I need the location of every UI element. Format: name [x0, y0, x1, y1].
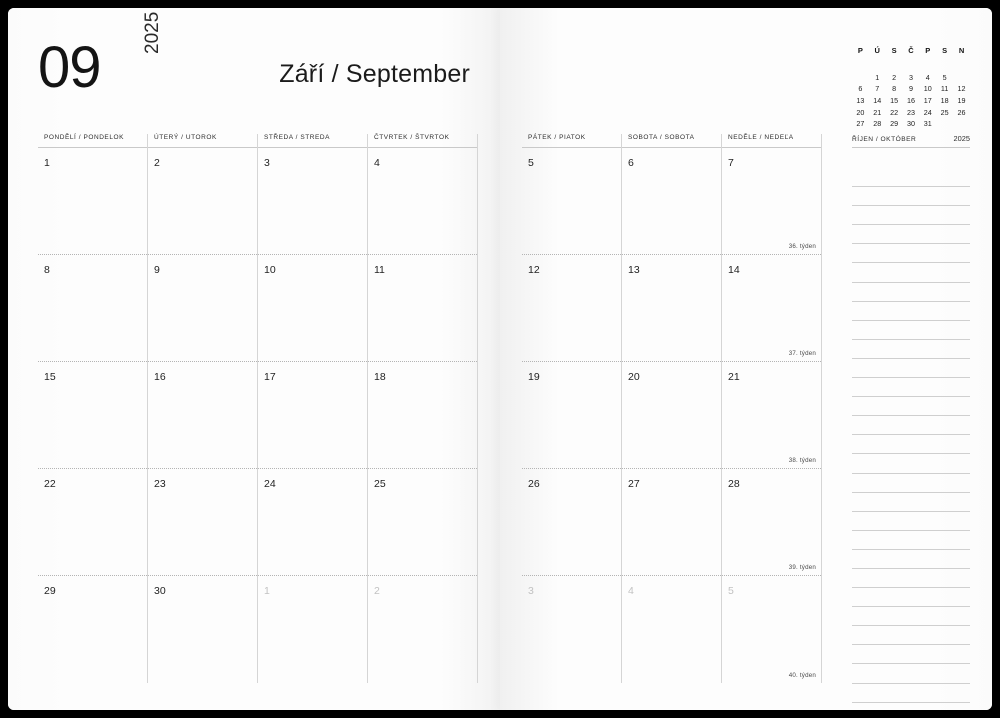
month-name: Září / September	[279, 60, 470, 88]
note-line[interactable]	[852, 168, 970, 187]
note-line[interactable]	[852, 340, 970, 359]
note-line[interactable]	[852, 493, 970, 512]
left-day-grid	[38, 134, 478, 683]
day-number: 25	[374, 478, 386, 490]
day-number: 4	[374, 157, 380, 169]
day-cell[interactable]	[38, 576, 147, 683]
day-number: 10	[264, 264, 276, 276]
notes-lines[interactable]	[852, 168, 970, 703]
mini-calendar-day: 19	[957, 96, 966, 106]
day-column	[258, 134, 368, 683]
day-cells	[368, 148, 477, 683]
day-number: 17	[264, 371, 276, 383]
mini-calendar-week-row	[852, 83, 970, 95]
day-cell[interactable]	[622, 469, 721, 576]
mini-calendar-day: 9	[908, 84, 913, 94]
day-cell[interactable]	[38, 362, 147, 469]
day-cell[interactable]	[622, 362, 721, 469]
day-cell[interactable]	[368, 469, 477, 576]
day-number: 4	[628, 585, 634, 597]
day-number: 24	[264, 478, 276, 490]
mini-calendar-day: 27	[856, 119, 865, 129]
mini-calendar-week-row	[852, 95, 970, 107]
day-number: 2	[154, 157, 160, 169]
mini-calendar-day	[852, 72, 869, 84]
day-column-header: ČTVRTEK / ŠTVRTOK	[368, 134, 477, 148]
mini-calendar-weekday: P	[925, 46, 931, 55]
week-number: 38. týden	[788, 457, 816, 464]
mini-calendar-header-row	[852, 46, 970, 60]
mini-calendar-day: 24	[923, 107, 932, 117]
mini-calendar-day: 29	[890, 119, 899, 129]
day-number: 26	[528, 478, 540, 490]
note-line[interactable]	[852, 283, 970, 302]
day-cell[interactable]	[722, 255, 821, 362]
mini-calendar-day: 23	[906, 107, 915, 117]
day-cells	[148, 148, 257, 683]
mini-calendar-day: 16	[906, 96, 915, 106]
day-number: 11	[374, 264, 385, 276]
day-number: 1	[264, 585, 270, 597]
day-column-header: ÚTERÝ / UTOROK	[148, 134, 257, 148]
week-number: 36. týden	[788, 243, 816, 250]
mini-calendar-day	[886, 60, 903, 72]
right-day-grid	[522, 134, 822, 683]
mini-calendar-week-row	[852, 118, 970, 130]
note-line[interactable]	[852, 244, 970, 263]
day-column-header: SOBOTA / SOBOTA	[622, 134, 721, 148]
day-cells	[258, 148, 367, 683]
mini-calendar-day	[903, 60, 920, 72]
mini-calendar-day	[953, 118, 970, 130]
mini-calendar-day: 31	[923, 119, 932, 129]
note-line[interactable]	[852, 512, 970, 531]
note-line[interactable]	[852, 569, 970, 588]
day-column-header: STŘEDA / STREDA	[258, 134, 367, 148]
day-cells	[522, 148, 621, 683]
day-cell[interactable]	[522, 576, 621, 683]
mini-calendar-body	[852, 60, 970, 130]
day-number: 1	[44, 157, 50, 169]
day-number: 14	[728, 264, 740, 276]
note-line[interactable]	[852, 263, 970, 282]
note-line[interactable]	[852, 454, 970, 473]
mini-calendar-day: 14	[873, 96, 882, 106]
mini-calendar-weekday: Ú	[874, 46, 880, 55]
day-cell[interactable]	[722, 576, 821, 683]
day-number: 20	[628, 371, 640, 383]
day-column	[368, 134, 478, 683]
day-cell[interactable]	[522, 469, 621, 576]
day-cells	[38, 148, 147, 683]
mini-calendar-week-row	[852, 60, 970, 72]
notes-panel	[852, 134, 970, 703]
note-line[interactable]	[852, 225, 970, 244]
mini-calendar-weekday: N	[958, 46, 965, 55]
mini-calendar-day: 25	[940, 107, 949, 117]
mini-calendar-day: 15	[890, 96, 899, 106]
day-cell[interactable]	[368, 255, 477, 362]
day-cell[interactable]	[368, 148, 477, 255]
day-cell[interactable]	[38, 469, 147, 576]
note-line[interactable]	[852, 626, 970, 645]
note-line[interactable]	[852, 684, 970, 703]
left-page	[8, 8, 500, 710]
mini-calendar-day: 10	[923, 84, 932, 94]
week-number: 39. týden	[788, 564, 816, 571]
mini-calendar-day: 7	[875, 84, 880, 94]
note-line[interactable]	[852, 359, 970, 378]
note-line[interactable]	[852, 378, 970, 397]
mini-calendar-day	[869, 60, 886, 72]
day-number: 8	[44, 264, 50, 276]
mini-calendar-day	[919, 60, 936, 72]
day-number: 12	[528, 264, 540, 276]
day-cell[interactable]	[522, 255, 621, 362]
day-number: 21	[728, 371, 740, 383]
mini-calendar-week-row	[852, 72, 970, 84]
mini-calendar-day: 12	[957, 84, 966, 94]
note-line[interactable]	[852, 607, 970, 626]
day-number: 3	[264, 157, 270, 169]
day-cell[interactable]	[722, 362, 821, 469]
day-column-header: NEDĚLE / NEDEĽA	[722, 134, 821, 148]
mini-calendar-day: 1	[875, 72, 880, 82]
mini-calendar-day: 5	[942, 72, 947, 82]
note-line[interactable]	[852, 187, 970, 206]
day-column	[148, 134, 258, 683]
mini-calendar-day: 26	[957, 107, 966, 117]
note-line[interactable]	[852, 531, 970, 550]
mini-calendar-week-row	[852, 106, 970, 118]
mini-calendar-day: 4	[925, 72, 930, 82]
mini-calendar-weekday: Č	[908, 46, 914, 55]
day-cell[interactable]	[258, 469, 367, 576]
day-column	[522, 134, 622, 683]
day-cell[interactable]	[522, 362, 621, 469]
day-column	[722, 134, 822, 683]
day-column-header: PÁTEK / PIATOK	[522, 134, 621, 148]
note-line[interactable]	[852, 550, 970, 569]
day-number: 3	[528, 585, 534, 597]
day-number: 6	[628, 157, 634, 169]
mini-calendar-day	[953, 60, 970, 72]
day-number: 22	[44, 478, 56, 490]
day-cell[interactable]	[38, 148, 147, 255]
mini-calendar-weekday: P	[857, 46, 863, 55]
day-cell[interactable]	[258, 576, 367, 683]
day-cell[interactable]	[148, 469, 257, 576]
mini-calendar-day: 28	[873, 119, 882, 129]
notes-header	[852, 134, 970, 148]
mini-calendar-day: 17	[923, 96, 932, 106]
day-cell[interactable]	[368, 576, 477, 683]
notes-year: 2025	[953, 134, 970, 143]
month-number: 09	[38, 35, 101, 100]
day-cell[interactable]	[148, 148, 257, 255]
day-number: 2	[374, 585, 380, 597]
note-line[interactable]	[852, 645, 970, 664]
day-number: 28	[728, 478, 740, 490]
day-cell[interactable]	[722, 469, 821, 576]
day-cell[interactable]	[622, 255, 721, 362]
week-number: 37. týden	[788, 350, 816, 357]
day-number: 19	[528, 371, 540, 383]
note-line[interactable]	[852, 416, 970, 435]
day-cell[interactable]	[258, 255, 367, 362]
day-number: 29	[44, 585, 56, 597]
day-cells	[622, 148, 721, 683]
week-number: 40. týden	[788, 672, 816, 679]
mini-calendar-table	[852, 46, 970, 130]
day-cell[interactable]	[622, 148, 721, 255]
masthead	[38, 11, 470, 108]
note-line[interactable]	[852, 588, 970, 607]
note-line[interactable]	[852, 206, 970, 225]
day-number: 18	[374, 371, 386, 383]
notes-title: ŘÍJEN / OKTÓBER	[852, 136, 917, 143]
mini-calendar-day	[936, 60, 953, 72]
day-number: 27	[628, 478, 640, 490]
day-number: 16	[154, 371, 166, 383]
note-line[interactable]	[852, 664, 970, 683]
day-number: 30	[154, 585, 166, 597]
day-column	[622, 134, 722, 683]
day-number: 5	[528, 157, 534, 169]
mini-calendar-day: 21	[873, 107, 882, 117]
mini-calendar-day: 11	[940, 84, 949, 94]
mini-calendar-day	[936, 118, 953, 130]
day-number: 5	[728, 585, 734, 597]
right-page	[500, 8, 992, 710]
day-column	[38, 134, 148, 683]
note-line[interactable]	[852, 302, 970, 321]
month-year: 2025	[142, 11, 163, 54]
mini-calendar-day	[852, 60, 869, 72]
day-number: 9	[154, 264, 160, 276]
day-cells	[722, 148, 821, 683]
mini-calendar-day: 13	[856, 96, 865, 106]
day-cell[interactable]	[622, 576, 721, 683]
day-cell[interactable]	[148, 576, 257, 683]
day-cell[interactable]	[148, 362, 257, 469]
day-cell[interactable]	[258, 148, 367, 255]
mini-calendar-day: 6	[858, 84, 863, 94]
day-number: 15	[44, 371, 56, 383]
mini-calendar-weekday: S	[942, 46, 948, 55]
day-number: 7	[728, 157, 734, 169]
mini-calendar-day: 22	[890, 107, 899, 117]
note-line[interactable]	[852, 397, 970, 416]
day-number: 23	[154, 478, 166, 490]
mini-calendar-day: 30	[906, 119, 915, 129]
note-line[interactable]	[852, 435, 970, 454]
spread-pages	[8, 8, 992, 710]
mini-calendar-day: 3	[908, 72, 913, 82]
day-number: 13	[628, 264, 640, 276]
mini-calendar-day: 2	[892, 72, 897, 82]
mini-calendar-weekday: S	[891, 46, 897, 55]
day-cell[interactable]	[258, 362, 367, 469]
day-cell[interactable]	[368, 362, 477, 469]
mini-calendar-day: 18	[940, 96, 949, 106]
day-cell[interactable]	[38, 255, 147, 362]
day-cell[interactable]	[722, 148, 821, 255]
day-column-header: PONDĚLÍ / PONDELOK	[38, 134, 147, 148]
mini-calendar-day: 20	[856, 107, 865, 117]
day-cell[interactable]	[522, 148, 621, 255]
note-line[interactable]	[852, 474, 970, 493]
mini-calendar-day: 8	[892, 84, 897, 94]
mini-calendar-day	[953, 72, 970, 84]
mini-calendar	[852, 46, 970, 130]
note-line[interactable]	[852, 321, 970, 340]
day-cell[interactable]	[148, 255, 257, 362]
